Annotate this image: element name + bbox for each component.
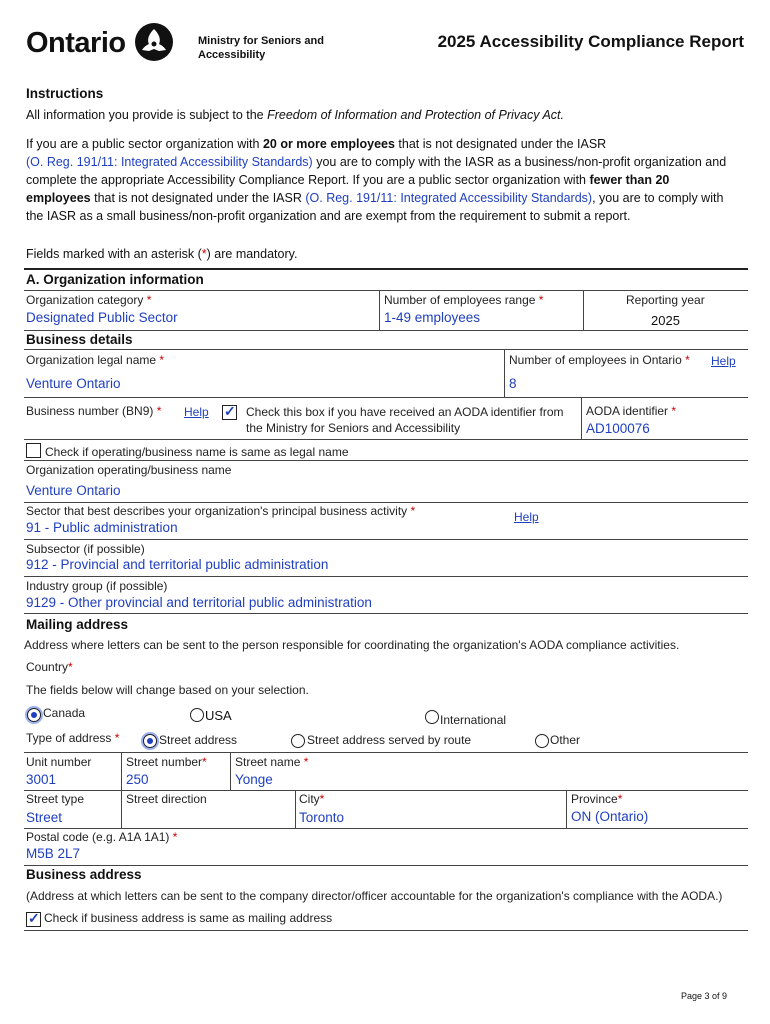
label-text: Street name	[235, 755, 301, 769]
mailing-heading: Mailing address	[26, 617, 129, 632]
street-number-label	[126, 755, 207, 769]
foi-prefix: All information you provide is subject to the	[26, 108, 268, 122]
asterisk: *	[538, 293, 544, 307]
divider	[583, 290, 584, 330]
para-bold: 20 or more employees	[262, 137, 395, 151]
divider	[295, 790, 296, 828]
divider	[121, 752, 122, 790]
asterisk: *	[114, 731, 120, 745]
page-number: Page 3 of 9	[681, 991, 728, 1001]
divider	[581, 397, 582, 439]
operating-name-field[interactable]: Venture Ontario	[26, 483, 121, 498]
subsector-field[interactable]: 912 - Provincial and territorial public administration	[26, 557, 329, 572]
street-type-label: Street type	[26, 792, 85, 806]
sector-help-link[interactable]: Help	[514, 510, 539, 524]
ontario-logo	[26, 22, 176, 66]
divider	[24, 397, 748, 398]
aoda-id-field[interactable]: AD100076	[586, 421, 650, 436]
logo-wordmark: Ontario	[26, 27, 126, 59]
postal-label	[26, 830, 177, 844]
instructions-heading: Instructions	[26, 86, 104, 101]
province-field[interactable]: ON (Ontario)	[571, 809, 649, 824]
sector-field[interactable]: 91 - Public administration	[26, 520, 178, 535]
street-number-field[interactable]: 250	[126, 772, 149, 787]
label-text: Organization legal name	[26, 353, 157, 367]
divider	[24, 930, 748, 931]
asterisk: *	[617, 792, 623, 806]
street-direction-label: Street direction	[126, 792, 207, 806]
divider	[24, 752, 748, 753]
city-label	[299, 792, 324, 806]
para-text: , you are to comply with the IASR as a small business/non-profit organization and are exempt from the requirement to submit a report.	[26, 191, 724, 223]
para-text: If you are a public sector organization with	[26, 137, 263, 151]
page-title: 2025 Accessibility Compliance Report	[437, 32, 744, 51]
label-text: Type of address	[26, 731, 112, 745]
country-usa-radio[interactable]	[190, 708, 204, 722]
type-route-radio[interactable]	[291, 734, 305, 748]
sector-label	[26, 504, 415, 518]
aoda-id-label	[586, 404, 676, 418]
ministry-name: Ministry for Seniors and Accessibility	[198, 35, 324, 61]
divider	[566, 790, 567, 828]
employees-ontario-label	[509, 353, 690, 367]
type-street-label: Street address	[159, 733, 238, 747]
divider	[230, 752, 231, 790]
divider	[24, 828, 748, 829]
label-text: Sector that best describes your organization's principal business activity	[26, 504, 408, 518]
asterisk: *	[410, 504, 416, 518]
divider	[379, 290, 380, 330]
divider	[24, 576, 748, 577]
divider	[24, 349, 748, 350]
divider	[24, 539, 748, 540]
asterisk: *	[159, 353, 165, 367]
type-street-radio[interactable]	[143, 734, 157, 748]
country-canada-label: Canada	[43, 706, 86, 720]
foi-act-title: Freedom of Information and Protection of Privacy Act.	[267, 108, 565, 122]
same-as-mailing-checkbox[interactable]	[26, 912, 41, 927]
business-address-heading: Business address	[26, 867, 142, 882]
employees-ontario-field[interactable]: 8	[509, 376, 517, 391]
divider	[24, 460, 748, 461]
divider	[24, 790, 748, 791]
divider	[504, 349, 505, 397]
asterisk: *	[172, 830, 178, 844]
business-details-heading: Business details	[26, 332, 133, 347]
bn-label	[26, 404, 161, 418]
bn-help-link[interactable]: Help	[184, 405, 209, 419]
asterisk: *	[685, 353, 690, 367]
street-name-label	[235, 755, 308, 769]
postal-field[interactable]: M5B 2L7	[26, 846, 81, 861]
divider	[24, 865, 748, 866]
same-as-mailing-label: Check if business address is same as mailing address	[44, 911, 333, 925]
employees-range-label	[384, 293, 543, 307]
employees-help-link[interactable]: Help	[711, 354, 736, 368]
mailing-desc: Address where letters can be sent to the person responsible for coordinating the organization's AODA compliance activities.	[24, 638, 680, 652]
asterisk: *	[303, 755, 309, 769]
mandatory-note	[26, 247, 297, 261]
asterisk: *	[201, 247, 207, 261]
para-text: that is not designated under the IASR	[90, 191, 306, 205]
same-as-legal-checkbox[interactable]	[26, 443, 41, 458]
country-label	[26, 660, 73, 674]
reporting-year-label: Reporting year	[626, 293, 705, 307]
label-text: Business number (BN9)	[26, 404, 154, 418]
unit-label: Unit number	[26, 755, 92, 769]
street-type-field[interactable]: Street	[26, 810, 63, 825]
aoda-id-checkbox[interactable]	[222, 405, 237, 420]
label-text: Province	[571, 792, 618, 806]
legal-name-field[interactable]: Venture Ontario	[26, 376, 121, 391]
divider	[24, 613, 748, 614]
divider	[24, 439, 748, 440]
type-route-label: Street address served by route	[307, 733, 472, 747]
street-name-field[interactable]: Yonge	[235, 772, 273, 787]
type-other-radio[interactable]	[535, 734, 549, 748]
org-category-field[interactable]: Designated Public Sector	[26, 310, 178, 325]
section-a-heading: A. Organization information	[26, 272, 204, 287]
para-text: you are to comply with the IASR as a business/non-profit organization and complete the appropriate Accessibility Compliance Report. If you are a public sector organization with	[26, 155, 727, 187]
country-international-radio[interactable]	[425, 710, 439, 724]
asterisk: *	[146, 293, 152, 307]
divider	[24, 290, 748, 291]
province-label	[571, 792, 622, 806]
iasr-paragraph	[26, 135, 736, 225]
industry-field[interactable]: 9129 - Other provincial and territorial public administration	[26, 595, 372, 610]
iasr-link[interactable]: (O. Reg. 191/11: Integrated Accessibility Standards)	[26, 155, 313, 169]
label-text: Postal code (e.g. A1A 1A1)	[26, 830, 170, 844]
subsector-label: Subsector (if possible)	[26, 542, 145, 556]
reporting-year-value: 2025	[651, 313, 680, 328]
legal-name-label	[26, 353, 164, 367]
operating-name-label: Organization operating/business name	[26, 463, 232, 477]
country-international-label: International	[440, 713, 507, 727]
label-text: Street number	[126, 755, 203, 769]
note-text: ) are mandatory.	[206, 247, 298, 261]
label-text: Country	[26, 660, 69, 674]
business-address-desc: (Address at which letters can be sent to the company director/officer accountable for the organization's compliance with the AODA.)	[26, 889, 723, 903]
industry-label: Industry group (if possible)	[26, 579, 168, 593]
note-text: Fields marked with an asterisk (	[26, 247, 202, 261]
label-text: AODA identifier	[586, 404, 669, 418]
asterisk: *	[671, 404, 677, 418]
asterisk: *	[202, 755, 207, 769]
divider	[121, 790, 122, 828]
country-usa-label: USA	[205, 708, 232, 723]
address-type-label	[26, 731, 119, 745]
same-as-legal-label: Check if operating/business name is same as legal name	[45, 445, 349, 459]
label-text: Organization category	[26, 293, 144, 307]
asterisk: *	[319, 792, 325, 806]
asterisk: *	[156, 404, 162, 418]
divider	[24, 268, 748, 270]
label-text: Number of employees range	[384, 293, 536, 307]
org-category-label	[26, 293, 151, 307]
country-canada-radio[interactable]	[27, 708, 41, 722]
trillium-icon	[134, 22, 174, 62]
city-field[interactable]: Toronto	[299, 810, 345, 825]
aoda-check-label: Check this box if you have received an AODA identifier from the Ministry for Seniors and Accessibility	[246, 405, 564, 435]
type-other-label: Other	[550, 733, 581, 747]
para-bold: fewer than 20 employees	[26, 173, 670, 205]
unit-field[interactable]: 3001	[26, 772, 57, 787]
divider	[24, 502, 748, 503]
divider	[24, 330, 748, 331]
asterisk: *	[68, 660, 73, 674]
label-text: Number of employees in Ontario	[509, 353, 682, 367]
foi-notice	[26, 108, 564, 122]
employees-range-field[interactable]: 1-49 employees	[384, 310, 481, 325]
para-text: that is not designated under the IASR	[394, 137, 607, 151]
iasr-link-2[interactable]: (O. Reg. 191/11: Integrated Accessibility Standards)	[305, 191, 593, 205]
label-text: City	[299, 792, 320, 806]
fields-change-note: The fields below will change based on your selection.	[26, 683, 309, 697]
